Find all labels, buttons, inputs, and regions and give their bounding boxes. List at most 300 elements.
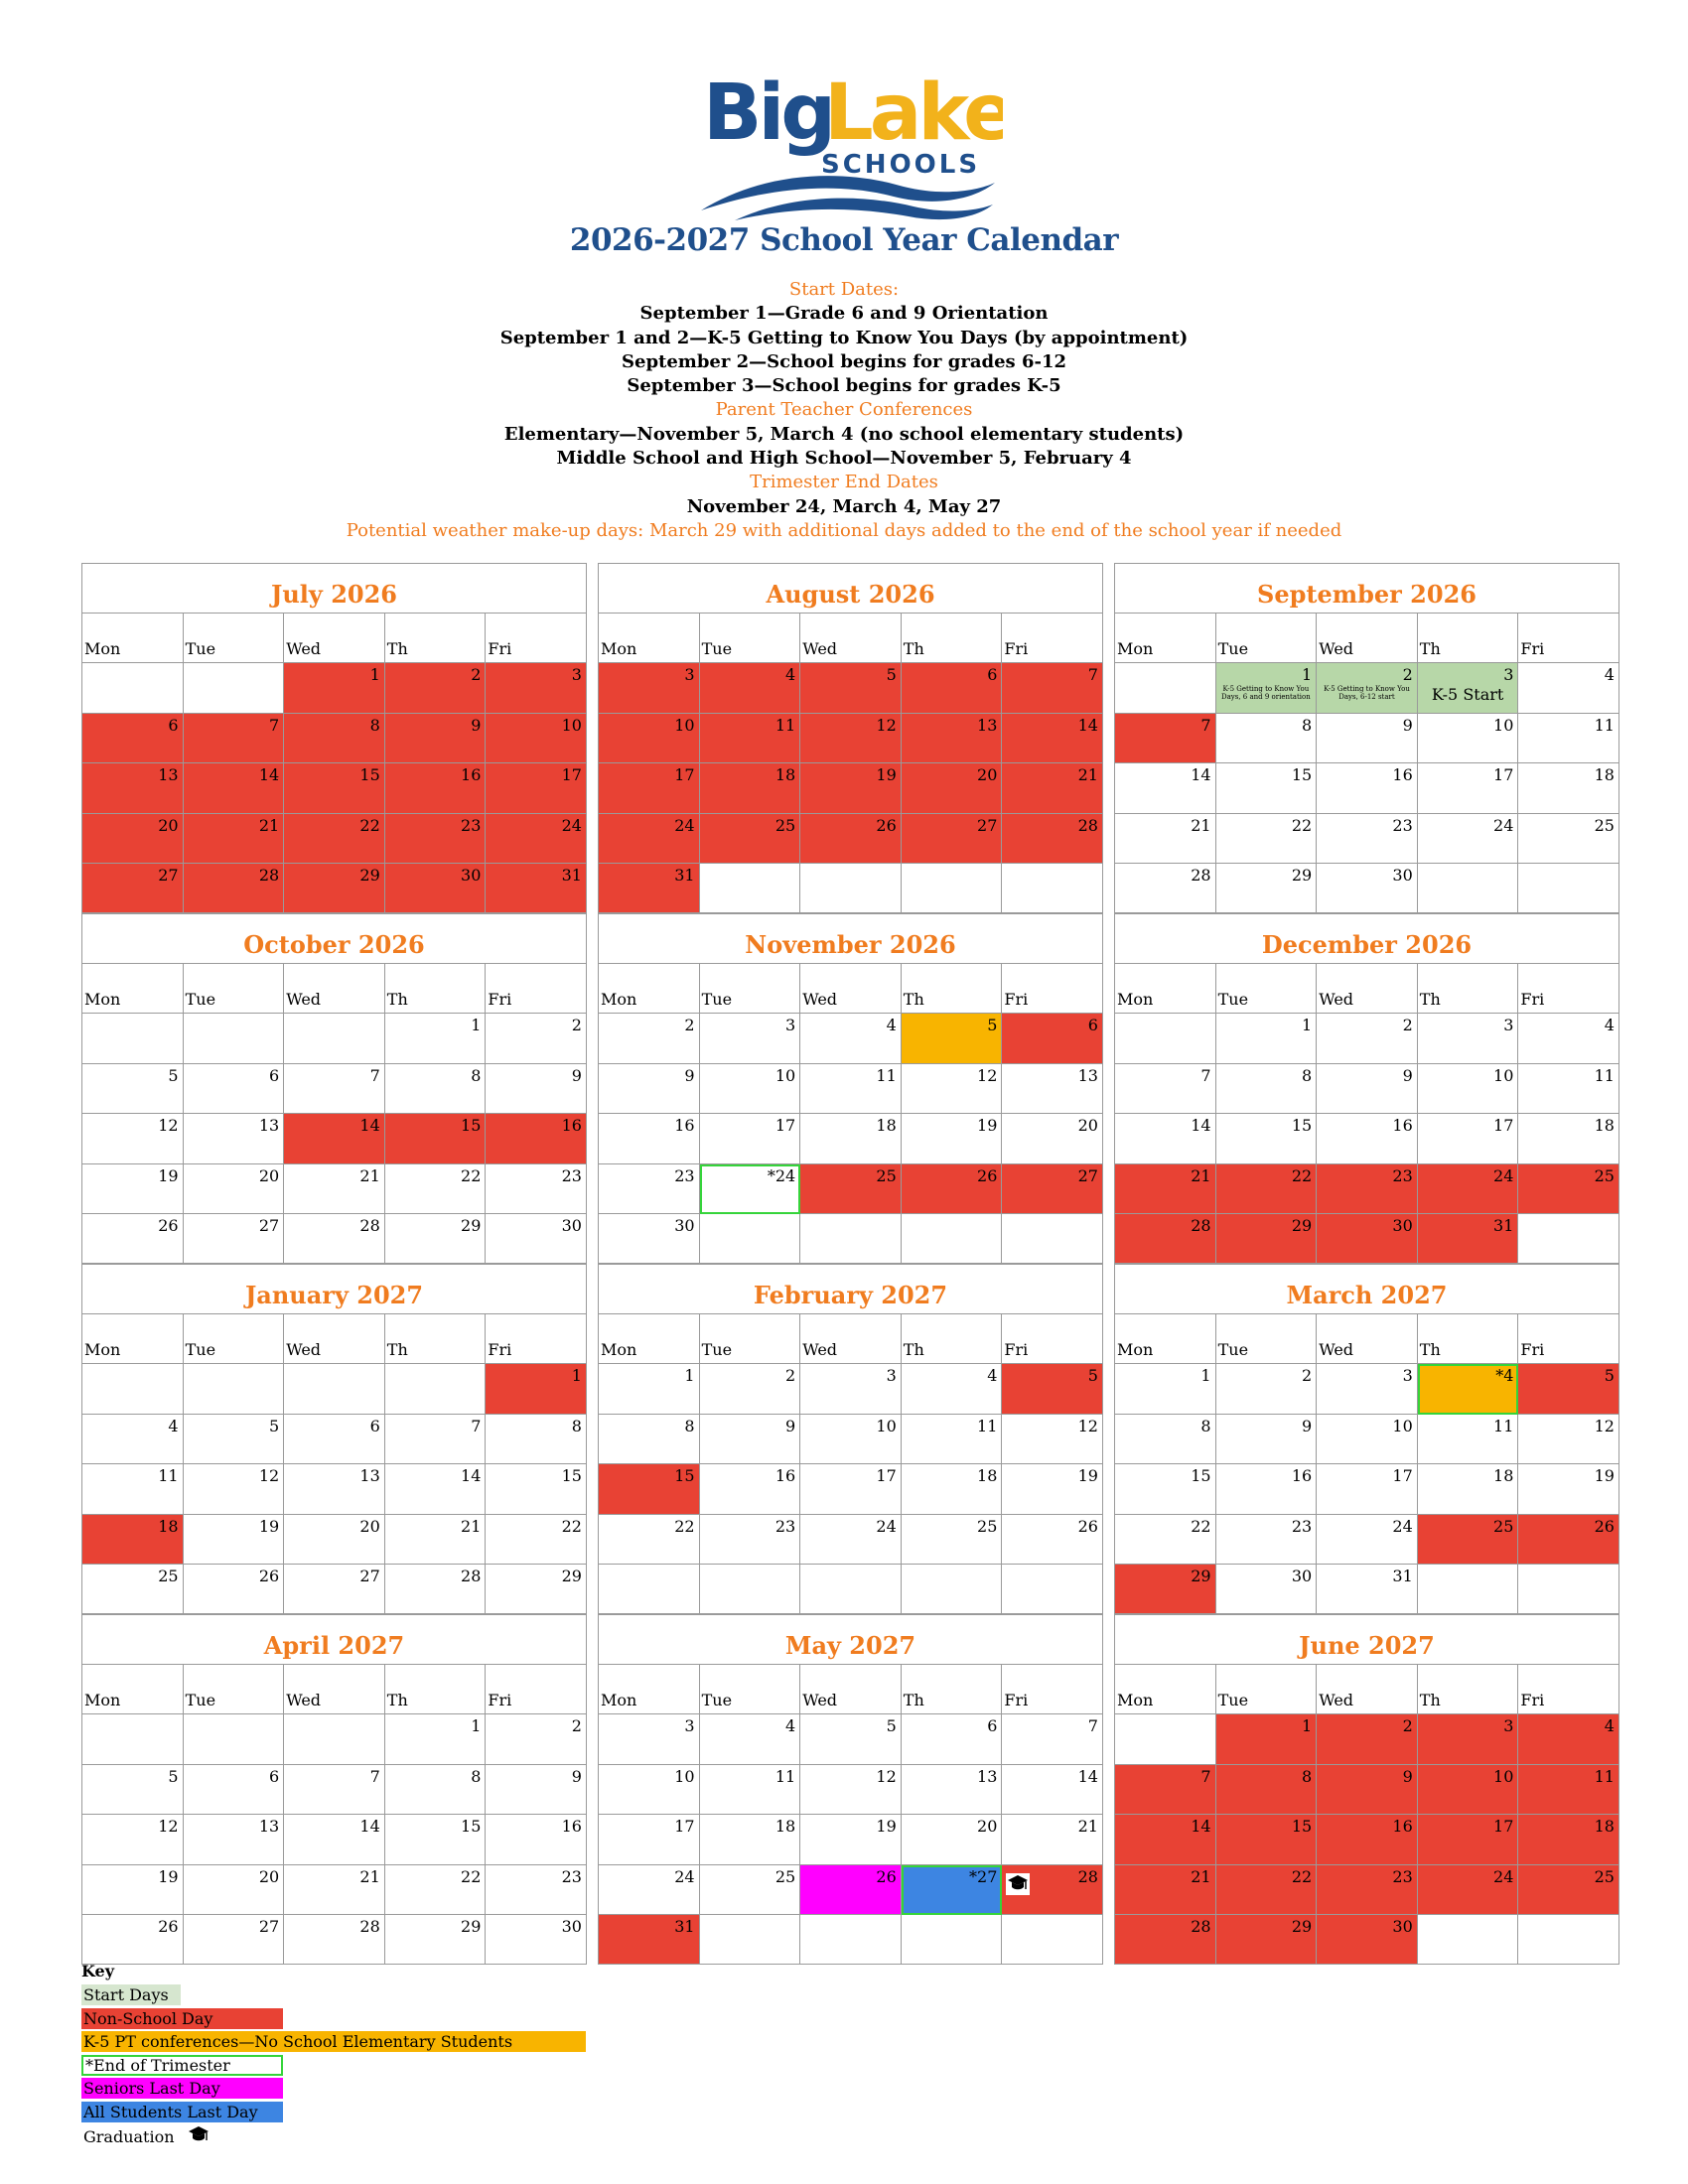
day-number: 10 (561, 715, 582, 735)
day-cell (1002, 1064, 1102, 1115)
day-number: 22 (674, 1516, 695, 1536)
weekday-header: Fri (1518, 964, 1618, 1014)
day-cell (599, 1364, 700, 1415)
day-number: 10 (1493, 715, 1514, 735)
day-number: 9 (471, 715, 482, 735)
day-cell (284, 1915, 385, 1964)
day-cell (385, 1915, 487, 1964)
weekday-header: Fri (1518, 1665, 1618, 1714)
weekday-header: Wed (284, 964, 385, 1014)
day-number: 8 (471, 1065, 482, 1085)
day-number: 18 (158, 1516, 179, 1536)
day-number: 30 (561, 1917, 582, 1937)
day-cell (486, 663, 586, 714)
day-cell (700, 714, 801, 764)
day-number: 6 (168, 715, 179, 735)
day-number: 5 (886, 665, 897, 684)
day-number: 14 (461, 1466, 482, 1486)
day-cell (1115, 814, 1216, 865)
month-july-2026 (81, 563, 587, 913)
day-number: 15 (1191, 1466, 1211, 1486)
day-cell (486, 1014, 586, 1064)
day-cell (486, 1765, 586, 1816)
day-cell (1317, 1815, 1418, 1865)
day-cell (902, 1464, 1003, 1515)
day-cell (82, 1915, 184, 1964)
intro-line: September 2—School begins for grades 6-12 (622, 350, 1066, 372)
day-cell (800, 1915, 902, 1964)
day-number: 17 (561, 765, 582, 785)
day-cell (1002, 1415, 1102, 1465)
day-cell (599, 1064, 700, 1115)
day-number: 9 (1302, 1416, 1313, 1435)
day-cell (1418, 763, 1519, 814)
weekday-header: Fri (486, 1314, 586, 1364)
day-cell (800, 1114, 902, 1164)
weekday-header: Tue (1216, 1314, 1318, 1364)
day-number: 13 (977, 1766, 998, 1786)
day-cell (1518, 1865, 1618, 1916)
day-number: 27 (158, 866, 179, 886)
day-cell (800, 814, 902, 865)
weekday-header: Fri (1518, 614, 1618, 663)
logo-lake-text: Lake (824, 68, 1003, 158)
weekday-header: Tue (700, 1314, 801, 1364)
day-cell (82, 1014, 184, 1064)
day-number: 6 (1087, 1016, 1098, 1034)
day-number: 14 (1191, 1817, 1211, 1837)
day-cell (1418, 1565, 1519, 1613)
day-cell (1317, 814, 1418, 865)
day-number: 29 (461, 1917, 482, 1937)
day-cell (700, 663, 801, 714)
day-cell (1418, 663, 1519, 714)
weekday-header: Wed (1317, 614, 1418, 663)
day-cell (1216, 864, 1318, 912)
day-cell (700, 1865, 801, 1916)
day-cell (1418, 1915, 1519, 1964)
day-cell (82, 1714, 184, 1765)
day-number: 27 (359, 1567, 380, 1586)
weekday-header: Th (1418, 964, 1519, 1014)
day-number: 22 (1291, 815, 1313, 835)
day-cell (800, 1565, 902, 1613)
day-cell (700, 1565, 801, 1613)
day-number: 2 (785, 1366, 796, 1385)
day-number: 24 (561, 815, 582, 835)
day-number: 24 (876, 1516, 897, 1536)
weekday-header: Th (1418, 1314, 1519, 1364)
day-number: 7 (1200, 1766, 1211, 1786)
day-number: 21 (1077, 765, 1098, 785)
weekday-header: Tue (700, 1665, 801, 1714)
day-number: 3 (571, 665, 582, 684)
weekday-header: Th (385, 1665, 487, 1714)
day-cell (184, 763, 285, 814)
day-number: 25 (1493, 1516, 1514, 1536)
weekday-header: Fri (486, 1665, 586, 1714)
key-item (81, 2077, 220, 2101)
day-cell (1115, 1064, 1216, 1115)
month-december-2026 (1114, 913, 1619, 1264)
day-cell (486, 714, 586, 764)
day-cell (700, 1364, 801, 1415)
day-number: 15 (1291, 1116, 1313, 1136)
day-cell (1115, 1114, 1216, 1164)
day-number: 8 (369, 715, 380, 735)
day-number: 12 (258, 1466, 280, 1486)
day-cell (284, 763, 385, 814)
day-cell (82, 1064, 184, 1115)
day-number: 9 (571, 1065, 582, 1085)
day-cell (1418, 1114, 1519, 1164)
day-number: 1 (471, 1016, 482, 1034)
day-number: 25 (876, 1165, 897, 1185)
day-cell (599, 663, 700, 714)
weekday-header: Fri (1002, 1665, 1102, 1714)
weekday-header: Fri (1002, 614, 1102, 663)
month-september-2026 (1114, 563, 1619, 913)
day-cell (184, 814, 285, 865)
day-cell (902, 1815, 1003, 1865)
weekday-header: Tue (1216, 1665, 1318, 1714)
key-title: Key (81, 1962, 115, 1980)
day-number: 14 (258, 765, 280, 785)
day-number: 17 (876, 1466, 897, 1486)
day-cell (385, 1064, 487, 1115)
day-cell (1418, 1865, 1519, 1916)
intro-heading: Potential weather make-up days: March 29 with additional days added to the end of the school year if needed (346, 519, 1342, 541)
day-cell (599, 1515, 700, 1566)
day-cell (1002, 864, 1102, 912)
day-cell (284, 1565, 385, 1613)
day-cell (1418, 814, 1519, 865)
weekday-header: Mon (82, 1314, 184, 1364)
day-cell (1418, 864, 1519, 912)
day-note: K-5 Start (1431, 685, 1504, 704)
day-cell (902, 814, 1003, 865)
day-number: 28 (461, 1567, 482, 1586)
weekday-header: Mon (599, 1665, 700, 1714)
day-number: 16 (1392, 765, 1413, 785)
day-cell (284, 663, 385, 714)
day-cell (1518, 1064, 1618, 1115)
intro-line: Middle School and High School—November 5, February 4 (556, 448, 1132, 470)
day-number: 5 (269, 1416, 280, 1435)
weekday-header: Fri (486, 614, 586, 663)
day-number: 5 (168, 1766, 179, 1786)
weekday-header: Wed (800, 1665, 902, 1714)
day-cell (700, 1114, 801, 1164)
day-number: 7 (1200, 1065, 1211, 1085)
day-number: 23 (1392, 1165, 1413, 1185)
logo-schools-text: SCHOOLS (821, 150, 981, 180)
day-number: 17 (674, 765, 695, 785)
day-cell (184, 1915, 285, 1964)
day-number: 18 (774, 765, 796, 785)
day-number: 7 (269, 715, 280, 735)
day-cell (1418, 1765, 1519, 1816)
day-number: 11 (1594, 1065, 1615, 1085)
day-cell (1418, 1714, 1519, 1765)
intro-line: Elementary—November 5, March 4 (no school elementary students) (503, 423, 1185, 445)
day-cell (486, 1464, 586, 1515)
day-cell (1317, 1515, 1418, 1566)
day-number: 21 (1077, 1817, 1098, 1837)
day-cell (700, 1915, 801, 1964)
day-number: 30 (1392, 1917, 1413, 1937)
day-cell (599, 1464, 700, 1515)
day-cell (902, 1014, 1003, 1064)
day-cell (700, 864, 801, 912)
day-cell (184, 1714, 285, 1765)
day-cell (486, 1415, 586, 1465)
key-item (81, 2007, 213, 2031)
day-cell (1002, 1565, 1102, 1613)
day-number: 3 (1503, 1016, 1514, 1034)
intro-section (0, 278, 1688, 543)
day-cell (800, 1064, 902, 1115)
weekday-header: Mon (82, 1665, 184, 1714)
day-number: 19 (876, 765, 897, 785)
day-number: 23 (461, 815, 482, 835)
day-number: 12 (876, 715, 897, 735)
day-cell (284, 1415, 385, 1465)
day-number: 27 (1077, 1165, 1098, 1185)
day-number: 5 (886, 1716, 897, 1735)
day-number: 25 (1594, 1866, 1615, 1886)
day-number: 25 (977, 1516, 998, 1536)
day-number: 23 (1392, 1866, 1413, 1886)
day-cell (700, 1164, 801, 1215)
day-number: 24 (674, 815, 695, 835)
day-cell (184, 1865, 285, 1916)
day-number: 11 (876, 1065, 897, 1085)
day-cell (1518, 1815, 1618, 1865)
day-cell (284, 814, 385, 865)
day-number: 1 (1302, 1716, 1313, 1735)
day-number: 4 (1604, 665, 1615, 684)
weekday-header: Wed (800, 614, 902, 663)
day-number: 24 (674, 1866, 695, 1886)
day-cell (1418, 1014, 1519, 1064)
day-cell (1002, 1214, 1102, 1263)
day-number: 30 (1392, 1216, 1413, 1236)
intro-line: September 1 and 2—K-5 Getting to Know You Days (by appointment) (499, 327, 1189, 348)
day-number: 18 (876, 1116, 897, 1136)
day-cell (1115, 1714, 1216, 1765)
day-number: 29 (561, 1567, 582, 1586)
day-number: 17 (1493, 1817, 1514, 1837)
day-cell (82, 1815, 184, 1865)
day-cell (385, 1214, 487, 1263)
day-number: 8 (1302, 1065, 1313, 1085)
day-number: 15 (359, 765, 380, 785)
day-number: 20 (258, 1866, 280, 1886)
intro-line: September 3—School begins for grades K-5 (627, 375, 1061, 397)
day-cell (1216, 1515, 1318, 1566)
month-title: November 2026 (599, 914, 1102, 964)
day-cell (486, 1865, 586, 1916)
day-number: 1 (1302, 665, 1313, 684)
month-title: April 2027 (82, 1615, 586, 1665)
day-number: 6 (987, 665, 998, 684)
day-cell (902, 1415, 1003, 1465)
key-item (81, 2101, 258, 2124)
month-title: January 2027 (82, 1265, 586, 1314)
day-number: 19 (258, 1516, 280, 1536)
day-cell (1002, 1915, 1102, 1964)
day-number: 7 (369, 1065, 380, 1085)
day-number: 28 (1191, 1216, 1211, 1236)
day-cell (1418, 1464, 1519, 1515)
day-number: 26 (1594, 1516, 1615, 1536)
graduation-cap-icon (1006, 1873, 1030, 1895)
day-number: 10 (1392, 1416, 1413, 1435)
day-cell (82, 714, 184, 764)
day-number: 22 (461, 1165, 482, 1185)
day-number: 2 (684, 1016, 695, 1034)
day-number: 20 (977, 1817, 998, 1837)
day-cell (184, 1114, 285, 1164)
day-cell (599, 1565, 700, 1613)
weekday-header: Th (385, 964, 487, 1014)
day-cell (700, 1014, 801, 1064)
day-number: 30 (461, 866, 482, 886)
day-cell (1002, 1464, 1102, 1515)
day-number: 25 (158, 1567, 179, 1586)
day-number: 16 (774, 1466, 796, 1486)
day-number: 19 (876, 1817, 897, 1837)
day-number: 5 (987, 1016, 998, 1034)
day-number: 9 (571, 1766, 582, 1786)
day-cell (284, 1765, 385, 1816)
day-cell (1216, 1915, 1318, 1964)
day-number: 26 (158, 1917, 179, 1937)
day-number: 6 (369, 1416, 380, 1435)
day-number: 29 (1291, 1216, 1313, 1236)
day-number: 6 (987, 1716, 998, 1735)
weekday-header: Th (1418, 1665, 1519, 1714)
day-number: 3 (1503, 665, 1514, 684)
day-number: 13 (359, 1466, 380, 1486)
day-number: 2 (471, 665, 482, 684)
day-cell (1518, 1415, 1618, 1465)
day-cell (284, 1114, 385, 1164)
day-number: 4 (886, 1016, 897, 1034)
day-number: 10 (1493, 1766, 1514, 1786)
day-cell (1115, 1865, 1216, 1916)
day-number: 21 (359, 1165, 380, 1185)
month-title: May 2027 (599, 1615, 1102, 1665)
day-number: 12 (158, 1116, 179, 1136)
day-cell (486, 1214, 586, 1263)
day-number: 20 (258, 1165, 280, 1185)
day-number: 13 (258, 1116, 280, 1136)
day-number: 3 (785, 1016, 796, 1034)
day-cell (184, 864, 285, 912)
day-cell (800, 1364, 902, 1415)
day-number: 14 (1077, 1766, 1098, 1786)
weekday-header: Th (902, 1665, 1003, 1714)
day-number: 8 (571, 1416, 582, 1435)
page-title: 2026-2027 School Year Calendar (569, 222, 1119, 258)
day-cell (1216, 1415, 1318, 1465)
day-cell (82, 1464, 184, 1515)
day-cell (184, 1815, 285, 1865)
day-number: 28 (258, 866, 280, 886)
day-cell (486, 1515, 586, 1566)
day-number: 15 (561, 1466, 582, 1486)
day-cell (1216, 1064, 1318, 1115)
day-number: 27 (258, 1917, 280, 1937)
day-number: 28 (1191, 866, 1211, 886)
graduation-cap-icon (187, 2124, 211, 2151)
day-cell (599, 1915, 700, 1964)
day-number: 2 (1402, 1716, 1413, 1735)
day-number: 10 (674, 715, 695, 735)
day-cell (599, 1865, 700, 1916)
day-number: 9 (684, 1065, 695, 1085)
weekday-header: Tue (1216, 614, 1318, 663)
weekday-header: Wed (284, 1665, 385, 1714)
day-number: 14 (359, 1116, 380, 1136)
month-january-2027 (81, 1264, 587, 1614)
day-number: 23 (774, 1516, 796, 1536)
day-cell (284, 1865, 385, 1916)
day-cell (184, 1765, 285, 1816)
day-number: 24 (1493, 815, 1514, 835)
day-cell (284, 1364, 385, 1415)
day-number: 11 (1594, 715, 1615, 735)
day-cell (1115, 1464, 1216, 1515)
day-number: 11 (977, 1416, 998, 1435)
day-cell (1317, 1364, 1418, 1415)
day-cell (902, 1865, 1003, 1916)
day-cell (1002, 763, 1102, 814)
day-cell (385, 814, 487, 865)
day-number: 21 (1191, 1866, 1211, 1886)
day-cell (1002, 1114, 1102, 1164)
day-number: 20 (1077, 1116, 1098, 1136)
day-cell (486, 1164, 586, 1215)
day-number: *27 (969, 1866, 998, 1886)
day-cell (82, 1214, 184, 1263)
day-cell (800, 1214, 902, 1263)
day-cell (486, 1815, 586, 1865)
day-cell (1518, 1565, 1618, 1613)
day-number: 22 (1291, 1866, 1313, 1886)
weekday-header: Wed (284, 1314, 385, 1364)
day-number: 13 (977, 715, 998, 735)
day-number: 16 (1291, 1466, 1313, 1486)
day-number: 14 (1077, 715, 1098, 735)
day-cell (700, 1064, 801, 1115)
day-number: 9 (1402, 1766, 1413, 1786)
key-item (81, 1983, 169, 2007)
day-cell (1002, 1765, 1102, 1816)
day-number: 1 (1302, 1016, 1313, 1034)
day-cell (1002, 1865, 1102, 1916)
day-cell (486, 864, 586, 912)
day-cell (902, 1515, 1003, 1566)
day-cell (1115, 1515, 1216, 1566)
weekday-header: Tue (184, 1314, 285, 1364)
day-number: 28 (359, 1917, 380, 1937)
day-cell (385, 864, 487, 912)
day-number: 3 (1402, 1366, 1413, 1385)
day-cell (284, 864, 385, 912)
